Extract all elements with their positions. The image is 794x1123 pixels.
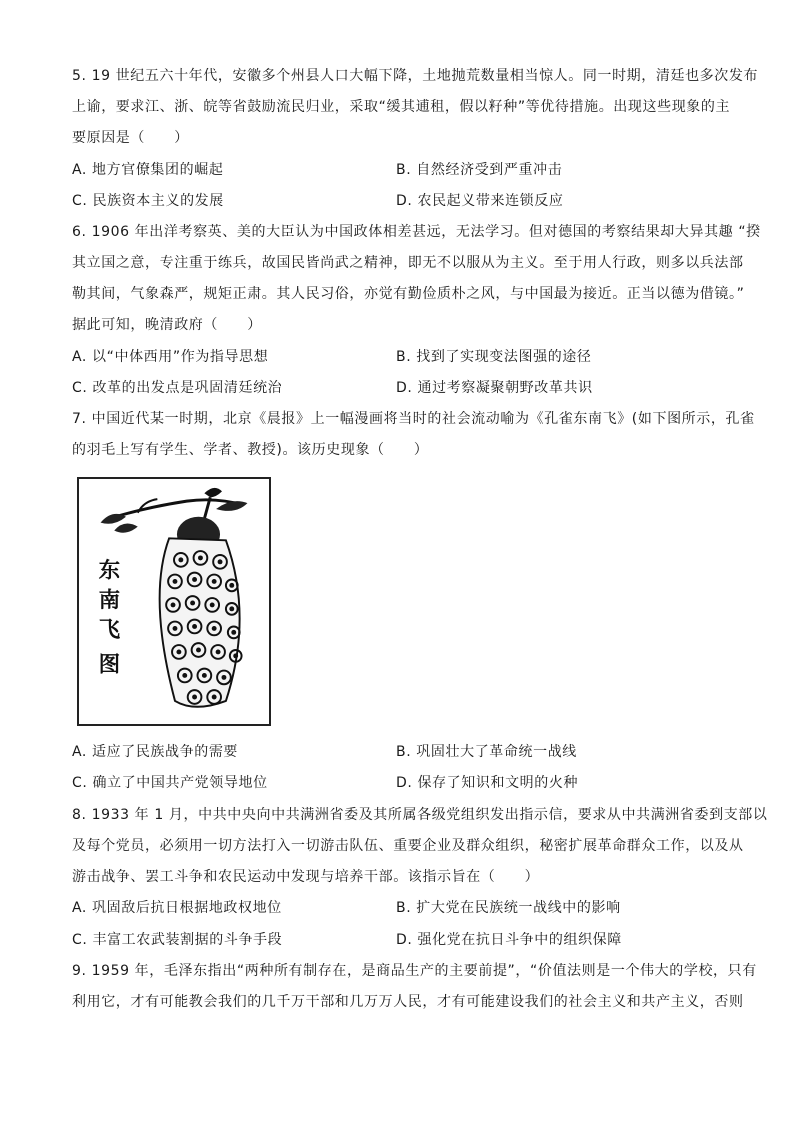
- q9-stem-line-2: 利用它，才有可能教会我们的几千万干部和几万万人民，才有可能建设我们的社会主义和共产主义，否则: [72, 994, 744, 1010]
- q7-stem-line-1: 7. 中国近代某一时期，北京《晨报》上一幅漫画将当时的社会流动喻为《孔雀东南飞》(如下图所示，孔雀: [72, 411, 755, 427]
- q5-stem-line-3: 要原因是（ ）: [72, 130, 189, 146]
- caption-char-4: 图: [98, 652, 121, 678]
- q8-stem-line-1: 8. 1933 年 1 月，中共中央向中共满洲省委及其所属各级党组织发出指示信，要求从中共满洲省委到支部以: [72, 807, 768, 823]
- q8-stem-line-2: 及每个党员，必须用一切方法打入一切游击队伍、重要企业及群众组织，秘密扩展革命群众工作，以及从: [72, 838, 744, 854]
- q6-stem-line-3: 勒其间，气象森严，规矩正肃。其人民习俗，亦觉有勤俭质朴之风，与中国最为接近。正当以德为借镜。”: [72, 286, 745, 302]
- q7-option-d: D. 保存了知识和文明的火种: [396, 775, 579, 791]
- q7-option-c: C. 确立了中国共产党领导地位: [72, 775, 268, 791]
- q6-option-b: B. 找到了实现变法图强的途径: [396, 349, 592, 365]
- q5-stem-line-2: 上谕，要求江、浙、皖等省鼓励流民归业，采取“缓其逋租，假以籽种”等优待措施。出现这些现象的主: [72, 99, 731, 115]
- q8-stem-line-3: 游击战争、罢工斗争和农民运动中发现与培养干部。该指示旨在（ ）: [72, 869, 540, 885]
- q7-stem-line-2: 的羽毛上写有学生、学者、教授)。该历史现象（ ）: [72, 442, 429, 458]
- q8-option-c: C. 丰富工农武装割据的斗争手段: [72, 932, 283, 948]
- q8-option-a: A. 巩固敌后抗日根据地政权地位: [72, 900, 282, 916]
- q5-option-b: B. 自然经济受到严重冲击: [396, 162, 563, 178]
- caption-char-3: 飞: [98, 617, 121, 643]
- caption-char-1: 东: [98, 558, 121, 584]
- q6-stem-line-1: 6. 1906 年出洋考察英、美的大臣认为中国政体相差甚远，无法学习。但对德国的考察结果却大异其趣 “揆: [72, 224, 761, 240]
- q7-option-b: B. 巩固壮大了革命统一战线: [396, 744, 577, 760]
- q5-option-a: A. 地方官僚集团的崛起: [72, 162, 224, 178]
- q8-option-d: D. 强化党在抗日斗争中的组织保障: [396, 932, 622, 948]
- q5-option-c: C. 民族资本主义的发展: [72, 193, 224, 209]
- q6-stem-line-4: 据此可知，晚清政府（ ）: [72, 317, 262, 333]
- q6-stem-line-2: 其立国之意，专注重于练兵，故国民皆尚武之精神，即无不以服从为主义。至于用人行政，则多以兵法部: [72, 255, 744, 271]
- q6-option-d: D. 通过考察凝聚朝野改革共识: [396, 380, 593, 396]
- peacock-cartoon-image: [77, 477, 271, 726]
- caption-char-2: 南: [98, 587, 121, 613]
- peacock-drawing: [79, 479, 269, 724]
- q8-option-b: B. 扩大党在民族统一战线中的影响: [396, 900, 621, 916]
- q9-stem-line-1: 9. 1959 年，毛泽东指出“两种所有制存在，是商品生产的主要前提”，“价值法则是一个伟大的学校，只有: [72, 963, 757, 979]
- q7-option-a: A. 适应了民族战争的需要: [72, 744, 239, 760]
- q5-option-d: D. 农民起义带来连锁反应: [396, 193, 564, 209]
- q6-option-c: C. 改革的出发点是巩固清廷统治: [72, 380, 283, 396]
- q6-option-a: A. 以“中体西用”作为指导思想: [72, 349, 269, 365]
- q5-stem-line-1: 5. 19 世纪五六十年代，安徽多个州县人口大幅下降，土地抛荒数量相当惊人。同一时期，清廷也多次发布: [72, 68, 759, 84]
